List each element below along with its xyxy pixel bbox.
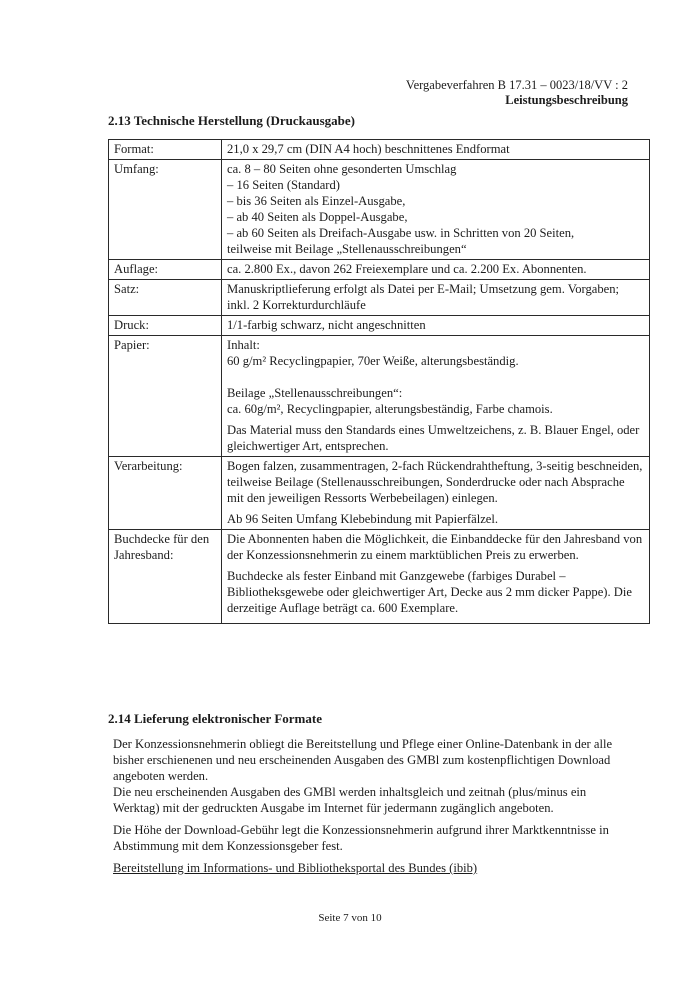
row-label: Papier: — [109, 336, 222, 457]
table-row — [109, 316, 650, 336]
verarbeitung-text: Ab 96 Seiten Umfang Klebebindung mit Papierfälzel. — [227, 512, 499, 526]
table-row — [109, 336, 650, 457]
papier-beilage-label: Beilage „Stellenausschreibungen“: — [227, 386, 403, 400]
papier-beilage-text: ca. 60g/m², Recyclingpapier, alterungsbeständig, Farbe chamois. — [227, 402, 553, 416]
table-row — [109, 457, 650, 530]
row-value — [222, 457, 650, 530]
papier-inhalt-text: 60 g/m² Recyclingpapier, 70er Weiße, alterungsbeständig. — [227, 354, 519, 368]
row-value: 21,0 x 29,7 cm (DIN A4 hoch) beschnittenes Endformat — [222, 140, 650, 160]
table-row — [109, 160, 650, 260]
row-value — [222, 160, 650, 260]
page-number: Seite 7 von 10 — [318, 912, 382, 924]
papier-material-text: Das Material muss den Standards eines Umweltzeichens, z. B. Blauer Engel, oder gleichwertiger Art, entsprechen. — [227, 423, 640, 453]
specification-table — [108, 139, 650, 624]
ibib-link[interactable]: Bereitstellung im Informations- und Bibliotheksportal des Bundes (ibib) — [113, 861, 478, 875]
buchdecke-text: Die Abonnenten haben die Möglichkeit, die Einbanddecke für den Jahresband von der Konzessionsnehmerin zu einem marktüblichen Preis zu erwerben. — [227, 532, 643, 562]
umfang-line: ca. 8 – 80 Seiten ohne gesonderten Umschlag — [227, 162, 457, 176]
umfang-line: – ab 60 Seiten als Dreifach-Ausgabe usw. in Schritten von 20 Seiten, — [227, 226, 575, 240]
table-row — [109, 530, 650, 624]
row-value: ca. 2.800 Ex., davon 262 Freiexemplare und ca. 2.200 Ex. Abonnenten. — [222, 260, 650, 280]
section-214-title: 2.14 Lieferung elektronischer Formate — [108, 711, 322, 726]
paragraph-text: Der Konzessionsnehmerin obliegt die Bereitstellung und Pflege einer Online-Datenbank in der alle bisher erschienenen und neu erscheinenden Ausgaben des GMBl zum kostenpflichtigen Download angeboten werden. — [113, 737, 613, 783]
row-label: Buchdecke für den Jahresband: — [109, 530, 222, 624]
row-label: Format: — [109, 140, 222, 160]
section-214-body — [113, 736, 633, 882]
umfang-line: – 16 Seiten (Standard) — [227, 178, 340, 192]
paragraph-text: Die neu erscheinenden Ausgaben des GMBl werden inhaltsgleich und zeitnah (plus/minus ein Werktag) mit der gedruckten Ausgabe im Internet für jedermann zugänglich angeboten. — [113, 785, 587, 815]
row-value — [222, 336, 650, 457]
row-value — [222, 530, 650, 624]
header-reference: Vergabeverfahren B 17.31 – 0023/18/VV : 2 — [405, 78, 628, 92]
umfang-line: – ab 40 Seiten als Doppel-Ausgabe, — [227, 210, 408, 224]
paragraph — [113, 736, 633, 816]
verarbeitung-text: Bogen falzen, zusammentragen, 2-fach Rückendrahtheftung, 3-seitig beschneiden, teilweise Beilage (Stellenausschreibungen, Sonderdrucke oder nach Absprache mit den jeweiligen Ressorts Werbebeilagen) einlegen. — [227, 459, 643, 505]
header-doc-type: Leistungsbeschreibung — [505, 93, 628, 107]
table-row — [109, 280, 650, 316]
table-row — [109, 260, 650, 280]
umfang-line: – bis 36 Seiten als Einzel-Ausgabe, — [227, 194, 406, 208]
buchdecke-text: Buchdecke als fester Einband mit Ganzgewebe (farbiges Durabel – Bibliotheksgewebe oder gleichwertiger Art, Decke aus 2 mm dicker Pappe). Die derzeitige Auflage beträgt ca. 600 Exemplare. — [227, 569, 632, 615]
papier-inhalt-label: Inhalt: — [227, 338, 260, 352]
row-label: Auflage: — [109, 260, 222, 280]
umfang-line: teilweise mit Beilage „Stellenausschreibungen“ — [227, 242, 467, 256]
row-label: Verarbeitung: — [109, 457, 222, 530]
row-label: Satz: — [109, 280, 222, 316]
section-213-title: 2.13 Technische Herstellung (Druckausgabe) — [108, 113, 356, 128]
row-value: 1/1-farbig schwarz, nicht angeschnitten — [222, 316, 650, 336]
row-label: Druck: — [109, 316, 222, 336]
row-label: Umfang: — [109, 160, 222, 260]
table-row — [109, 140, 650, 160]
row-value: Manuskriptlieferung erfolgt als Datei per E-Mail; Umsetzung gem. Vorgaben; inkl. 2 Korrekturdurchläufe — [222, 280, 650, 316]
paragraph: Die Höhe der Download-Gebühr legt die Konzessionsnehmerin aufgrund ihrer Marktkenntnisse in Abstimmung mit dem Konzessionsgeber fest. — [113, 823, 609, 853]
